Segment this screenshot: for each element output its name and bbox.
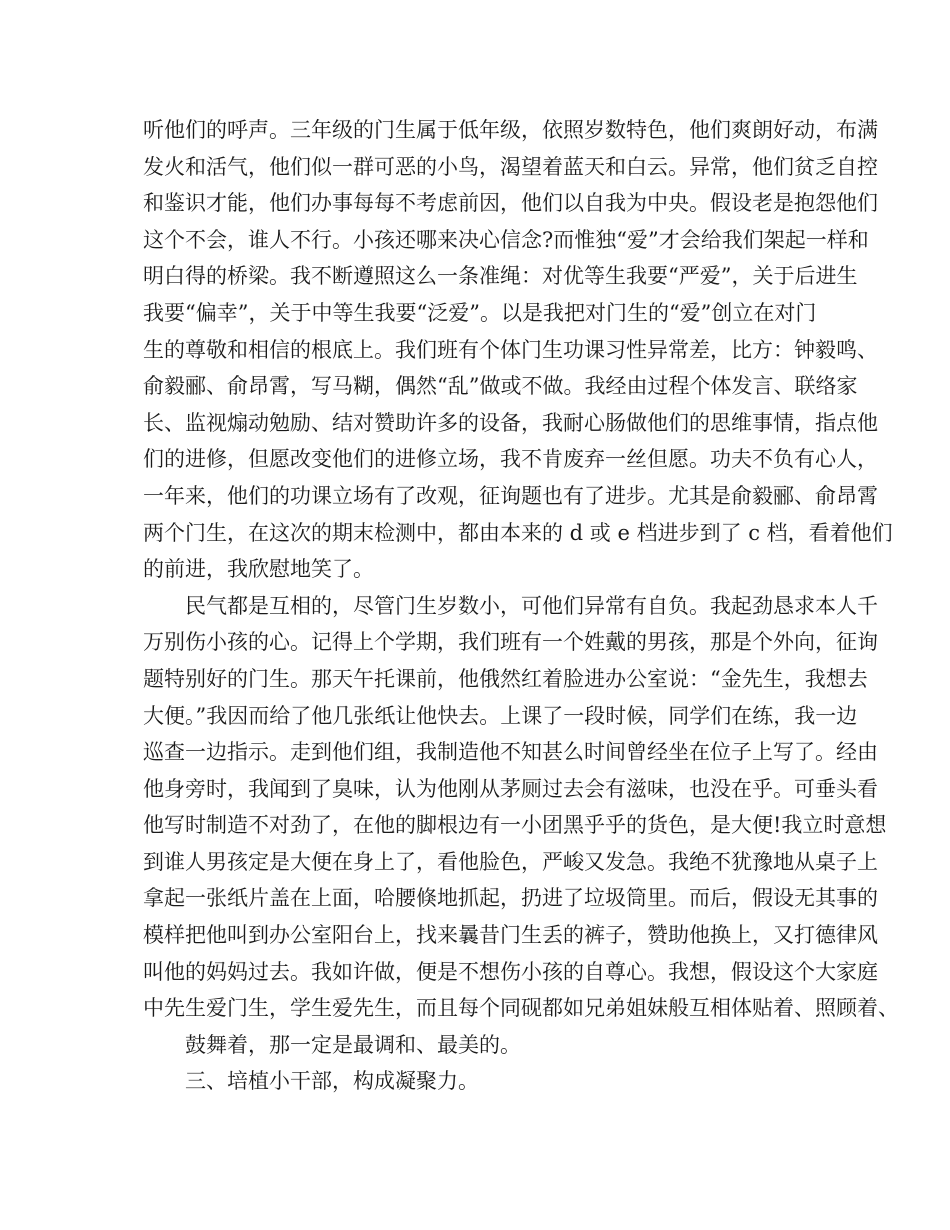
text-line: 俞毅郦、俞昂霄，写马糊，偶然“乱”做或不做。我经由过程个体发言、联络家	[143, 374, 858, 399]
text-line: 模样把他叫到办公室阳台上，找来曩昔门生丢的裤子，赞助他换上，又打德律风	[143, 923, 878, 948]
document-body	[143, 112, 899, 1100]
text-line: 叫他的妈妈过去。我如许做，便是不想伤小孩的自尊心。我想，假设这个大家庭	[143, 959, 878, 984]
text-line: 生的尊敬和相信的根底上。我们班有个体门生功课习性异常差，比方：钟毅鸣、	[143, 337, 878, 362]
text-line: 长、监视煽动勉励、结对赞助许多的设备，我耐心肠做他们的思维事情，指点他	[143, 410, 878, 435]
text-line: 鼓舞着，那一定是最调和、最美的。	[185, 1032, 521, 1057]
text-line: 和鉴识才能，他们办事每每不考虑前因，他们以自我为中央。假设老是抱怨他们	[143, 191, 878, 216]
text-line: 这个不会，谁人不行。小孩还哪来决心信念?而惟独“爱”才会给我们架起一样和	[143, 227, 869, 252]
text-line: 的前进，我欣慰地笑了。	[143, 557, 374, 582]
text-line: 明白得的桥梁。我不断遵照这么一条准绳：对优等生我要“严爱”，关于后进生	[143, 264, 858, 289]
text-line: 发火和活气，他们似一群可恶的小鸟，渴望着蓝天和白云。异常，他们贫乏自控	[143, 154, 878, 179]
text-line: 两个门生，在这次的期末检测中，都由本来的 d 或 e 档进步到了 c 档，看着他们	[143, 520, 893, 545]
text-line: 到谁人男孩定是大便在身上了，看他脸色，严峻又发急。我绝不犹豫地从桌子上	[143, 849, 878, 874]
text-line: 们的进修，但愿改变他们的进修立场，我不肯废弃一丝但愿。功夫不负有心人，	[143, 447, 878, 472]
text-line: 他身旁时，我闻到了臭味，认为他刚从茅厕过去会有滋味，也没在乎。可垂头看	[143, 776, 878, 801]
section-heading: 三、培植小干部，构成凝聚力。	[185, 1069, 479, 1094]
text-line: 我要“偏幸”，关于中等生我要“泛爱”。以是我把对门生的“爱”创立在对门	[143, 300, 817, 325]
text-line: 大便。”我因而给了他几张纸让他快去。上课了一段时候，同学们在练，我一边	[143, 703, 858, 728]
text-line: 一年来，他们的功课立场有了改观，征询题也有了进步。尤其是俞毅郦、俞昂霄	[143, 483, 878, 508]
text-line: 中先生爱门生，学生爱先生，而且每个同砚都如兄弟姐妹般互相体贴着、照顾着、	[143, 996, 899, 1021]
text-line: 巡查一边指示。走到他们组，我制造他不知甚么时间曾经坐在位子上写了。经由	[143, 740, 878, 765]
text-line: 万别伤小孩的心。记得上个学期，我们班有一个姓戴的男孩，那是个外向，征询	[143, 630, 878, 655]
text-line: 题特别好的门生。那天午托课前，他俄然红着脸进办公室说：“金先生，我想去	[143, 666, 868, 691]
text-line: 拿起一张纸片盖在上面，哈腰倏地抓起，扔进了垃圾筒里。而后，假设无其事的	[143, 886, 878, 911]
text-line: 听他们的呼声。三年级的门生属于低年级，依照岁数特色，他们爽朗好动，布满	[143, 118, 878, 142]
text-line: 他写时制造不对劲了，在他的脚根边有一小团黑乎乎的货色，是大便!我立时意想	[143, 813, 887, 838]
text-line: 民气都是互相的，尽管门生岁数小，可他们异常有自负。我起劲恳求本人千	[185, 593, 878, 618]
